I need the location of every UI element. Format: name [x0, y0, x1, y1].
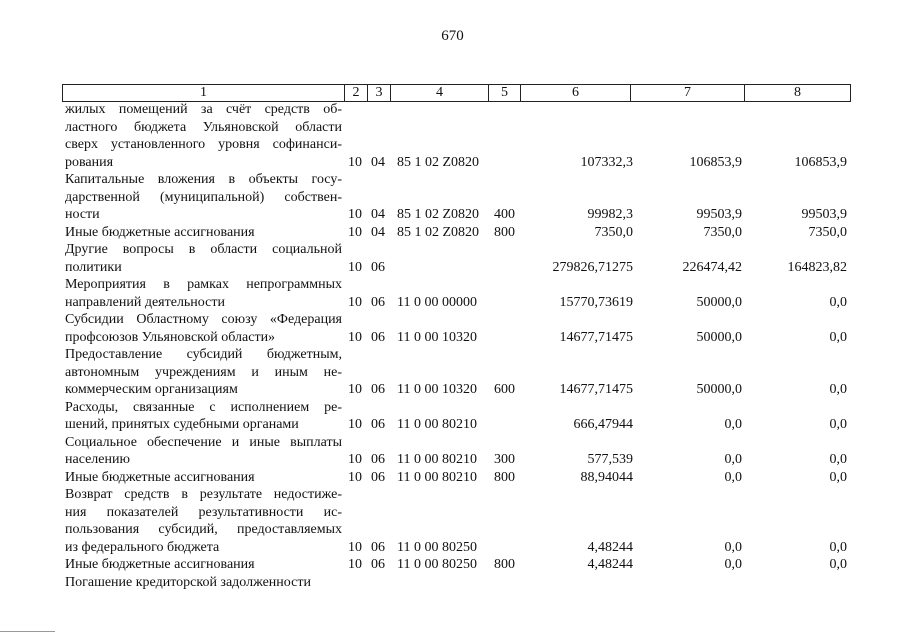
- description-line: жилых помещений за счёт средств об-: [65, 102, 342, 117]
- description-line: сверх установленного уровня софинанси-: [65, 137, 342, 152]
- subsection-code: 06: [371, 294, 385, 310]
- section-code: 10: [348, 224, 362, 240]
- target-article-code: 11 0 00 80210: [397, 417, 477, 432]
- section-code: 10: [348, 154, 362, 170]
- target-article-code: 11 0 00 10320: [397, 329, 477, 345]
- amount-col-7: 0,0: [724, 452, 742, 467]
- description-line: Социальное обеспечение и иные выплаты: [65, 434, 342, 450]
- subsection-code: 06: [371, 539, 385, 555]
- table-row: [0, 399, 905, 434]
- subsection-code: 06: [371, 452, 385, 467]
- description-line: рования: [65, 154, 114, 170]
- section-code: 10: [348, 329, 362, 345]
- table-row: [0, 101, 905, 171]
- table-body: [0, 101, 905, 591]
- subsection-code: 06: [371, 417, 385, 432]
- description-line: дарственной (муниципальной) собствен-: [65, 189, 342, 205]
- header-col-7: 7: [630, 84, 744, 102]
- amount-col-8: 0,0: [829, 294, 847, 310]
- subsection-code: 06: [371, 557, 385, 572]
- amount-col-8: 99503,9: [801, 207, 847, 222]
- description-line: населению: [65, 452, 130, 467]
- description-line: Иные бюджетные ассигнования: [65, 557, 255, 572]
- description-line: Расходы, связанные с исполнением ре-: [65, 399, 342, 415]
- amount-col-7: 7350,0: [703, 224, 742, 240]
- target-article-code: 85 1 02 Z0820: [397, 224, 480, 240]
- section-code: 10: [348, 557, 362, 572]
- subsection-code: 06: [371, 329, 385, 345]
- amount-col-7: 226474,42: [682, 259, 742, 275]
- target-article-code: 85 1 02 Z0820: [397, 154, 480, 170]
- description-line: из федерального бюджета: [65, 539, 220, 555]
- section-code: 10: [348, 539, 362, 555]
- section-code: 10: [348, 452, 362, 467]
- table-row: [0, 469, 905, 487]
- section-code: 10: [348, 469, 362, 485]
- description-line: ластного бюджета Ульяновской области: [65, 119, 342, 135]
- expense-type-code: 600: [494, 382, 515, 397]
- header-col-1: 1: [62, 84, 344, 102]
- amount-col-8: 164823,82: [787, 259, 847, 275]
- amount-col-8: 0,0: [829, 382, 847, 397]
- footnote-divider: [0, 631, 55, 632]
- header-col-5: 5: [488, 84, 520, 102]
- amount-col-7: 0,0: [724, 557, 742, 572]
- section-code: 10: [348, 382, 362, 397]
- amount-col-6: 14677,71475: [559, 329, 633, 345]
- table-row: [0, 241, 905, 276]
- section-code: 10: [348, 294, 362, 310]
- amount-col-8: 0,0: [829, 452, 847, 467]
- header-col-8: 8: [744, 84, 851, 102]
- table-row: [0, 224, 905, 242]
- row-description: [65, 434, 342, 469]
- expense-type-code: 800: [494, 557, 515, 572]
- description-line: Погашение кредиторской задолженности: [65, 574, 311, 590]
- row-description: [65, 574, 342, 592]
- amount-col-7: 0,0: [724, 417, 742, 432]
- amount-col-8: 0,0: [829, 557, 847, 572]
- header-col-3: 3: [367, 84, 390, 102]
- description-line: Капитальные вложения в объекты госу-: [65, 172, 342, 187]
- row-description: [65, 486, 342, 556]
- amount-col-7: 50000,0: [696, 329, 742, 345]
- subsection-code: 04: [371, 154, 385, 170]
- subsection-code: 04: [371, 224, 385, 240]
- amount-col-7: 99503,9: [696, 207, 742, 222]
- expense-type-code: 800: [494, 469, 515, 485]
- table-row: [0, 171, 905, 224]
- description-line: шений, принятых судебными органами: [65, 417, 299, 432]
- header-col-4: 4: [390, 84, 488, 102]
- amount-col-6: 4,48244: [587, 539, 633, 555]
- row-description: [65, 346, 342, 399]
- subsection-code: 06: [371, 469, 385, 485]
- target-article-code: 11 0 00 80210: [397, 469, 477, 485]
- row-description: [65, 101, 342, 171]
- header-col-6: 6: [520, 84, 630, 102]
- row-description: [65, 469, 342, 487]
- amount-col-8: 7350,0: [808, 224, 847, 240]
- amount-col-6: 577,539: [587, 452, 633, 467]
- description-line: ности: [65, 207, 100, 222]
- expense-type-code: 300: [494, 452, 515, 467]
- description-line: автономным учреждениям и иным не-: [65, 364, 342, 380]
- table-row: [0, 346, 905, 399]
- target-article-code: 11 0 00 80250: [397, 539, 477, 555]
- subsection-code: 04: [371, 207, 385, 222]
- table-row: [0, 574, 905, 592]
- description-line: Предоставление субсидий бюджетным,: [65, 347, 342, 362]
- amount-col-8: 0,0: [829, 539, 847, 555]
- description-line: Иные бюджетные ассигнования: [65, 224, 255, 240]
- description-line: политики: [65, 259, 122, 275]
- description-line: пользования субсидий, предоставляемых: [65, 522, 342, 537]
- description-line: Мероприятия в рамках непрограммных: [65, 277, 342, 292]
- amount-col-7: 106853,9: [689, 154, 742, 170]
- expense-type-code: 400: [494, 207, 515, 222]
- table-row: [0, 434, 905, 469]
- description-line: направлений деятельности: [65, 294, 225, 310]
- row-description: [65, 399, 342, 434]
- amount-col-7: 0,0: [724, 539, 742, 555]
- amount-col-6: 99982,3: [587, 207, 633, 222]
- amount-col-7: 50000,0: [696, 382, 742, 397]
- description-line: Иные бюджетные ассигнования: [65, 469, 255, 485]
- amount-col-6: 666,47944: [573, 417, 633, 432]
- amount-col-8: 0,0: [829, 329, 847, 345]
- table-header: [62, 84, 851, 102]
- row-description: [65, 224, 342, 242]
- amount-col-6: 279826,71275: [552, 259, 633, 275]
- amount-col-6: 14677,71475: [559, 382, 633, 397]
- target-article-code: 11 0 00 80250: [397, 557, 477, 572]
- description-line: Субсидии Областному союзу «Федерация: [65, 312, 342, 327]
- amount-col-6: 88,94044: [580, 469, 633, 485]
- row-description: [65, 556, 342, 574]
- amount-col-6: 4,48244: [587, 557, 633, 572]
- table-row: [0, 311, 905, 346]
- row-description: [65, 311, 342, 346]
- amount-col-6: 107332,3: [580, 154, 633, 170]
- amount-col-7: 0,0: [724, 469, 742, 485]
- description-line: Возврат средств в результате недостиже-: [65, 487, 342, 502]
- target-article-code: 11 0 00 00000: [397, 294, 477, 310]
- expense-type-code: 800: [494, 224, 515, 240]
- target-article-code: 11 0 00 80210: [397, 452, 477, 467]
- target-article-code: 11 0 00 10320: [397, 382, 477, 397]
- description-line: Другие вопросы в области социальной: [65, 242, 342, 257]
- amount-col-8: 106853,9: [794, 154, 847, 170]
- section-code: 10: [348, 207, 362, 222]
- description-line: ния показателей результативности ис-: [65, 504, 342, 520]
- table-row: [0, 276, 905, 311]
- amount-col-6: 7350,0: [594, 224, 633, 240]
- amount-col-7: 50000,0: [696, 294, 742, 310]
- subsection-code: 06: [371, 382, 385, 397]
- header-col-2: 2: [344, 84, 367, 102]
- target-article-code: 85 1 02 Z0820: [397, 207, 480, 222]
- page-number: 670: [441, 28, 464, 44]
- description-line: коммерческим организациям: [65, 382, 238, 397]
- table-row: [0, 486, 905, 556]
- row-description: [65, 276, 342, 311]
- amount-col-8: 0,0: [829, 469, 847, 485]
- row-description: [65, 171, 342, 224]
- section-code: 10: [348, 417, 362, 432]
- row-description: [65, 241, 342, 276]
- description-line: профсоюзов Ульяновской области»: [65, 329, 276, 345]
- table-row: [0, 556, 905, 574]
- amount-col-6: 15770,73619: [559, 294, 633, 310]
- section-code: 10: [348, 259, 362, 275]
- subsection-code: 06: [371, 259, 385, 275]
- amount-col-8: 0,0: [829, 417, 847, 432]
